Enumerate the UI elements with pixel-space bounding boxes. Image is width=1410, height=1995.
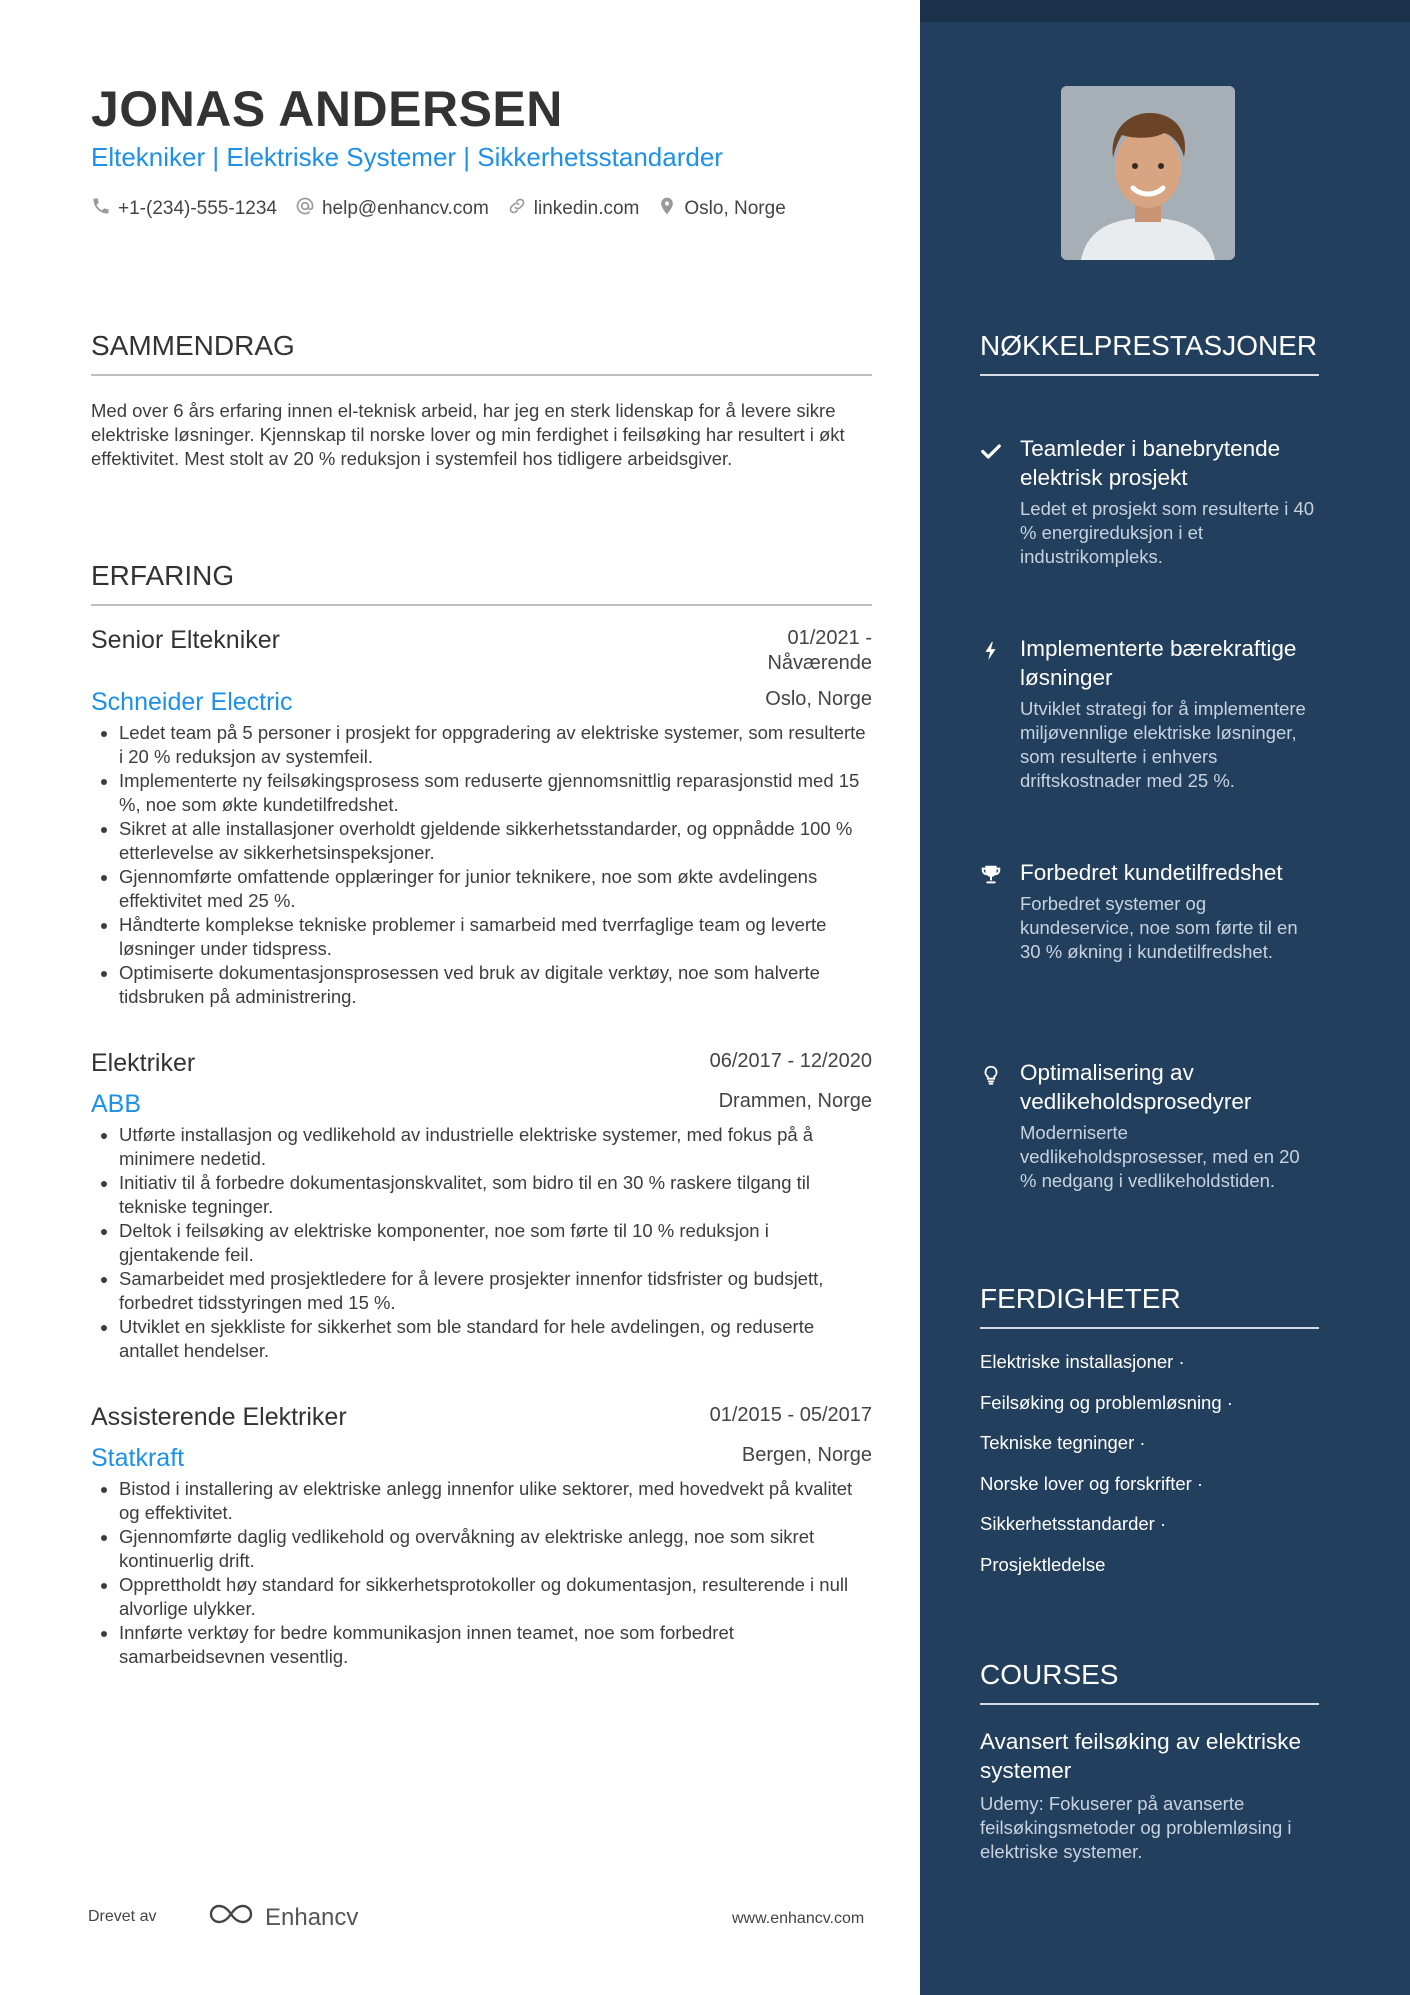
skill-item: Norske lover og forskrifter · <box>980 1472 1204 1494</box>
company-name[interactable]: Statkraft <box>91 1444 185 1472</box>
courses-heading: COURSES <box>980 1657 1319 1705</box>
achievement-item <box>980 434 1319 569</box>
powered-by-label: Drevet av <box>88 1908 157 1925</box>
achievement-desc: Forbedret systemer og kundeservice, noe som førte til en 30 % økning i kundetilfredshet. <box>1020 893 1298 962</box>
job-bullet: • Samarbeidet med prosjektledere for å levere prosjekter innenfor tidsfrister og budsjett, forbedret tidsstyringen med 15 %. <box>119 1267 872 1315</box>
candidate-name: JONAS ANDERSEN <box>91 81 563 137</box>
sidebar <box>920 0 1410 1995</box>
skill-item: Tekniske tegninger · <box>980 1432 1146 1453</box>
skill-item: Prosjektledelse <box>980 1553 1106 1575</box>
summary-text: Med over 6 års erfaring innen el-teknisk arbeid, har jeg en sterk lidenskap for å levere sikre elektriske løsninger. Kjennskap til norske lover og min ferdighet i feilsøking har resultert i økt effektivitet. Mest stolt av 20 % reduksjon i systemfeil hos tidligere arbeidsgiver. <box>91 400 845 469</box>
job-bullet: • Bistod i installering av elektriske anlegg innenfor ulike sektorer, med hovedvekt på kvalitet og effektivitet. <box>119 1477 872 1525</box>
job-bullets <box>91 721 872 1009</box>
job-entry <box>91 1403 872 1669</box>
job-entry <box>91 1049 872 1363</box>
linkedin-text: linkedin.com <box>533 198 640 219</box>
skills-list <box>980 1349 1319 1592</box>
achievement-title: Teamleder i banebrytende elektrisk prosjekt <box>1020 436 1281 490</box>
contact-email[interactable] <box>295 196 489 222</box>
achievement-title: Implementerte bærekraftige løsninger <box>1020 636 1297 690</box>
contact-linkedin[interactable] <box>507 196 640 222</box>
infinity-logo-icon <box>207 1902 255 1933</box>
sidebar-top-band <box>920 0 1410 22</box>
phone-icon <box>91 196 111 222</box>
profile-photo <box>1061 86 1235 260</box>
contact-phone[interactable] <box>91 196 277 222</box>
achievement-desc: Utviklet strategi for å implementere miljøvennlige elektriske løsninger, som resulterte i enhvers driftskostnader med 25 %. <box>1020 698 1306 791</box>
company-name[interactable]: ABB <box>91 1090 142 1118</box>
job-bullet: • Innførte verktøy for bedre kommunikasjon innen teamet, noe som forbedret samarbeidsevnen vesentlig. <box>119 1621 872 1669</box>
achievement-item <box>980 1058 1319 1193</box>
at-icon <box>295 196 315 222</box>
job-bullet: • Sikret at alle installasjoner overholdt gjeldende sikkerhetsstandarder, og oppnådde 100 % etterlevelse av sikkerhetsinspeksjoner. <box>119 817 872 865</box>
job-location: Bergen, Norge <box>741 1444 872 1466</box>
job-title: Elektriker <box>91 1049 196 1077</box>
job-bullet: • Optimiserte dokumentasjonsprosessen ved bruk av digitale verktøy, noe som halverte tidsbruken på administrering. <box>119 961 872 1009</box>
headline: Eltekniker | Elektriske Systemer | Sikkerhetsstandarder <box>91 142 723 172</box>
email-text: help@enhancv.com <box>321 198 489 219</box>
job-bullet: • Utførte installasjon og vedlikehold av industrielle elektriske systemer, med fokus på å minimere nedetid. <box>119 1123 872 1171</box>
job-bullet: • Implementerte ny feilsøkingsprosess som reduserte gjennomsnittlig reparasjonstid med 15 %, noe som økte kundetilfredshet. <box>119 769 872 817</box>
job-date: 01/2021 - Nåværende <box>767 627 872 674</box>
job-entry <box>91 626 872 1009</box>
achievement-desc: Moderniserte vedlikeholdsprosesser, med en 20 % nedgang i vedlikeholdstiden. <box>1020 1122 1300 1191</box>
skill-item: Feilsøking og problemløsning · <box>980 1391 1233 1413</box>
job-bullet: • Håndterte komplekse tekniske problemer i samarbeid med tverrfaglige team og leverte løsninger under tidspress. <box>119 913 872 961</box>
job-bullet: • Utviklet en sjekkliste for sikkerhet som ble standard for hele avdelingen, og reduserte antallet hendelser. <box>119 1315 872 1363</box>
job-title: Senior Eltekniker <box>91 626 280 654</box>
phone-text: +1-(234)-555-1234 <box>118 198 277 219</box>
brand-logo[interactable] <box>207 1902 358 1933</box>
job-bullet: • Gjennomførte daglig vedlikehold og overvåkning av elektriske anlegg, noe som sikret kontinuerlig drift. <box>119 1525 872 1573</box>
location-text: Oslo, Norge <box>684 198 786 219</box>
link-icon <box>507 196 527 222</box>
location-pin-icon <box>657 196 677 222</box>
brand-name: Enhancv <box>265 1903 359 1931</box>
skills-heading: FERDIGHETER <box>980 1281 1319 1329</box>
job-bullet: • Opprettholdt høy standard for sikkerhetsprotokoller og dokumentasjon, resulterende i null alvorlige ulykker. <box>119 1573 872 1621</box>
job-bullets <box>91 1477 872 1669</box>
achievement-desc: Ledet et prosjekt som resulterte i 40 % energireduksjon i et industrikompleks. <box>1020 498 1315 567</box>
job-bullet: • Ledet team på 5 personer i prosjekt for oppgradering av elektriske systemer, som resulterte i 20 % reduksjon av systemfeil. <box>119 721 872 769</box>
summary-heading: SAMMENDRAG <box>91 330 872 376</box>
lightbulb-icon <box>980 1058 1004 1193</box>
company-name[interactable]: Schneider Electric <box>91 688 293 716</box>
achievement-title: Forbedret kundetilfredshet <box>1020 860 1283 885</box>
job-date: 06/2017 - 12/2020 <box>709 1050 872 1072</box>
job-bullets <box>91 1123 872 1363</box>
achievements-heading: NØKKELPRESTASJONER <box>980 328 1319 376</box>
skill-item: Elektriske installasjoner · <box>980 1351 1185 1372</box>
job-date: 01/2015 - 05/2017 <box>709 1404 872 1426</box>
course-desc: Udemy: Fokuserer på avanserte feilsøkingsmetoder og problemløsing i elektriske systemer. <box>980 1793 1292 1862</box>
checkmark-icon <box>980 434 1004 569</box>
achievement-item <box>980 634 1319 793</box>
course-title: Avansert feilsøking av elektriske systemer <box>980 1729 1301 1783</box>
lightning-icon <box>980 634 1004 793</box>
contact-location <box>657 196 785 222</box>
job-bullet: • Initiativ til å forbedre dokumentasjonskvalitet, som bidro til en 30 % raskere tilgang til tekniske tegninger. <box>119 1171 872 1219</box>
contact-bar <box>91 196 786 222</box>
job-title: Assisterende Elektriker <box>91 1403 347 1431</box>
experience-heading: ERFARING <box>91 560 872 606</box>
skill-item: Sikkerhetsstandarder · <box>980 1513 1167 1534</box>
job-bullet: • Deltok i feilsøking av elektriske komponenter, noe som førte til 10 % reduksjon i gjentakende feil. <box>119 1219 872 1267</box>
job-location: Drammen, Norge <box>718 1090 872 1112</box>
footer-url[interactable]: www.enhancv.com <box>732 1910 865 1927</box>
trophy-icon <box>980 858 1004 964</box>
achievement-item <box>980 858 1319 964</box>
job-location: Oslo, Norge <box>765 688 872 710</box>
job-bullet: • Gjennomførte omfattende opplæringer for junior teknikere, noe som økte avdelingens effektivitet med 25 %. <box>119 865 872 913</box>
achievement-title: Optimalisering av vedlikeholdsprosedyrer <box>1020 1060 1252 1114</box>
